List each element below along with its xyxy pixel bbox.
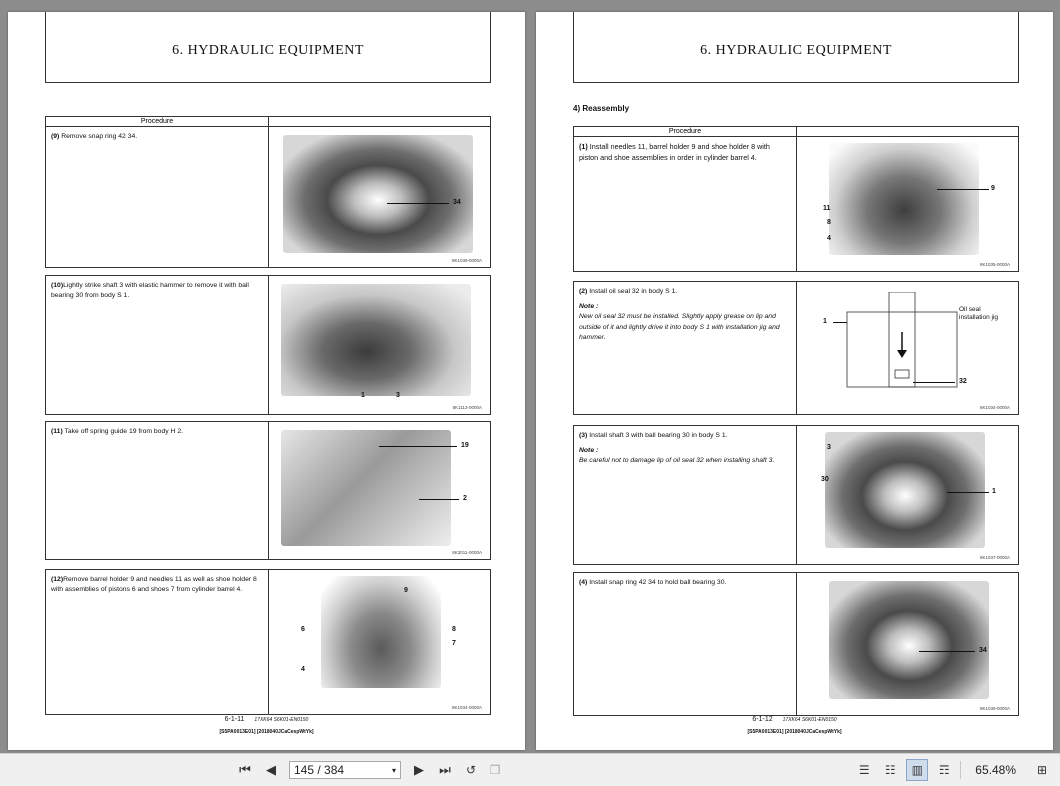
procedure-step <box>573 425 1019 565</box>
callout-label: 8 <box>827 219 831 226</box>
photo <box>829 581 989 699</box>
callout-label: 1 <box>992 488 996 495</box>
callout-label: 30 <box>821 476 829 483</box>
callout-label: 4 <box>827 235 831 242</box>
page-number: 6-1-12 <box>752 716 773 723</box>
callout-label: 19 <box>461 442 469 449</box>
viewer-toolbar <box>0 753 1060 786</box>
image-code: 8K1039-0000A <box>979 706 1010 711</box>
last-page-button[interactable]: ⏭ <box>439 762 451 777</box>
step-number: (10) <box>51 282 64 289</box>
rotate-icon[interactable]: ↺ <box>465 763 477 777</box>
page-number-input[interactable] <box>289 761 401 779</box>
step-number: (1) <box>579 142 588 151</box>
page-footer <box>8 716 525 723</box>
step-text: Take off spring guide 19 from body H 2. <box>64 428 183 435</box>
vertical-scrollbar[interactable] <box>1054 0 1060 753</box>
footer-reference: [S5PA0013E01] [2018040JCaCespWtYk] <box>219 729 314 735</box>
step-figure <box>797 426 1018 564</box>
photo <box>321 576 441 688</box>
doc-code: 17XK64 S6K01-EN0150 <box>782 717 837 723</box>
callout-label: Oil seal installation jig <box>959 306 999 321</box>
page-footer <box>536 716 1053 723</box>
procedure-step <box>45 569 491 715</box>
note-heading: Note : <box>579 303 599 311</box>
step-number: (4) <box>579 579 588 586</box>
note-text: New oil seal 32 must be installed. Slightly apply grease on lip and outside of it and lightly drive it into body S 1 with installation jig and hammer. <box>579 313 780 341</box>
chevron-down-icon[interactable]: ▾ <box>391 765 396 775</box>
callout-label: 32 <box>959 378 967 385</box>
cross-section-diagram <box>837 292 967 392</box>
next-page-button[interactable]: ▶ <box>414 762 424 777</box>
procedure-step <box>573 281 1019 415</box>
step-text: Remove barrel holder 9 and needles 11 as well as shoe holder 8 with assemblies of pistons 6 and shoes 7 from cylinder barrel 4. <box>51 576 257 594</box>
image-code: 8K1113-0000A <box>452 405 482 410</box>
procedure-step <box>45 126 491 268</box>
doc-code: 17XK64 S6K01-EN0150 <box>254 717 309 723</box>
step-figure <box>797 282 1018 414</box>
first-page-button[interactable]: ⏮ <box>239 762 251 777</box>
photo <box>829 143 979 255</box>
footer-reference: [S5PA0013E01] [2018040JCaCespWtYk] <box>747 729 842 735</box>
step-number: (9) <box>51 133 60 140</box>
step-number: (3) <box>579 432 588 439</box>
page-left <box>8 12 525 750</box>
two-page-continuous-icon[interactable]: ☶ <box>938 763 950 777</box>
page-header <box>45 12 491 83</box>
callout-label: 6 <box>301 626 305 633</box>
callout-label: 3 <box>396 392 400 399</box>
copy-icon[interactable]: ❐ <box>489 763 501 777</box>
callout-label: 1 <box>361 392 365 399</box>
photo <box>281 430 451 546</box>
previous-page-button[interactable]: ◀ <box>266 762 276 777</box>
procedure-step <box>573 136 1019 272</box>
step-figure <box>269 127 490 267</box>
step-figure <box>269 422 490 559</box>
page-value: 145 / 384 <box>294 763 345 777</box>
procedure-label: Procedure <box>574 127 797 136</box>
image-code: 8K1039-0000A <box>451 258 482 263</box>
step-text: Lightly strike shaft 3 with elastic hammer to remove it with ball bearing 30 from body S 1. <box>51 282 249 300</box>
step-figure <box>269 276 490 414</box>
image-code: 8K1035-0000A <box>979 262 1010 267</box>
step-text: Install needles 11, barrel holder 9 and shoe holder 8 with piston and shoe assemblies in order in cylinder barrel 4. <box>579 142 770 162</box>
image-code: 8K1034-0000A <box>451 705 482 710</box>
procedure-label: Procedure <box>46 117 269 126</box>
callout-label: 34 <box>453 199 461 206</box>
callout-label: 4 <box>301 666 305 673</box>
callout-label: 7 <box>452 640 456 647</box>
step-number: (12) <box>51 576 64 583</box>
step-figure <box>269 570 490 714</box>
step-text: Install shaft 3 with ball bearing 30 in body S 1. <box>589 432 728 439</box>
image-code: 8K1034-0000A <box>979 405 1010 410</box>
zoom-level[interactable]: 65.48% <box>975 763 1016 777</box>
procedure-step <box>45 421 491 560</box>
section-title: 4) Reassembly <box>573 104 630 113</box>
single-page-view-icon[interactable]: ☰ <box>858 763 870 777</box>
step-text: Install oil seal 32 in body S 1. <box>589 288 678 295</box>
callout-label: 2 <box>463 495 467 502</box>
image-code: 8K1037-0000A <box>979 555 1010 560</box>
two-page-view-icon[interactable]: ▥ <box>906 759 928 781</box>
procedure-step <box>573 572 1019 716</box>
callout-label: 1 <box>823 318 827 325</box>
image-code: 8K3011-0000A <box>452 550 482 555</box>
callout-label: 9 <box>404 587 408 594</box>
page-right <box>536 12 1053 750</box>
step-number: (11) <box>51 428 63 435</box>
step-figure <box>797 137 1018 271</box>
header-title: 6. HYDRAULIC EQUIPMENT <box>172 43 364 58</box>
step-text: Install snap ring 42 34 to hold ball bearing 30. <box>589 579 727 586</box>
step-number: (2) <box>579 288 588 295</box>
note-heading: Note : <box>579 447 599 455</box>
step-figure <box>797 573 1018 715</box>
callout-label: 8 <box>452 626 456 633</box>
note-text: Be careful not to damage lip of oil seal 32 when installing shaft 3. <box>579 457 775 465</box>
step-text: Remove snap ring 42 34. <box>61 133 138 140</box>
callout-label: 11 <box>823 205 831 212</box>
zoom-menu-icon[interactable]: ⊞ <box>1036 763 1048 777</box>
page-header <box>573 12 1019 83</box>
header-title: 6. HYDRAULIC EQUIPMENT <box>700 43 892 58</box>
procedure-step <box>45 275 491 415</box>
page-number: 6-1-11 <box>224 716 245 723</box>
photo <box>283 135 473 253</box>
callout-label: 9 <box>991 185 995 192</box>
photo <box>281 284 471 396</box>
photo <box>825 432 985 548</box>
callout-label: 34 <box>979 647 987 654</box>
continuous-view-icon[interactable]: ☷ <box>884 763 896 777</box>
callout-label: 3 <box>827 444 831 451</box>
